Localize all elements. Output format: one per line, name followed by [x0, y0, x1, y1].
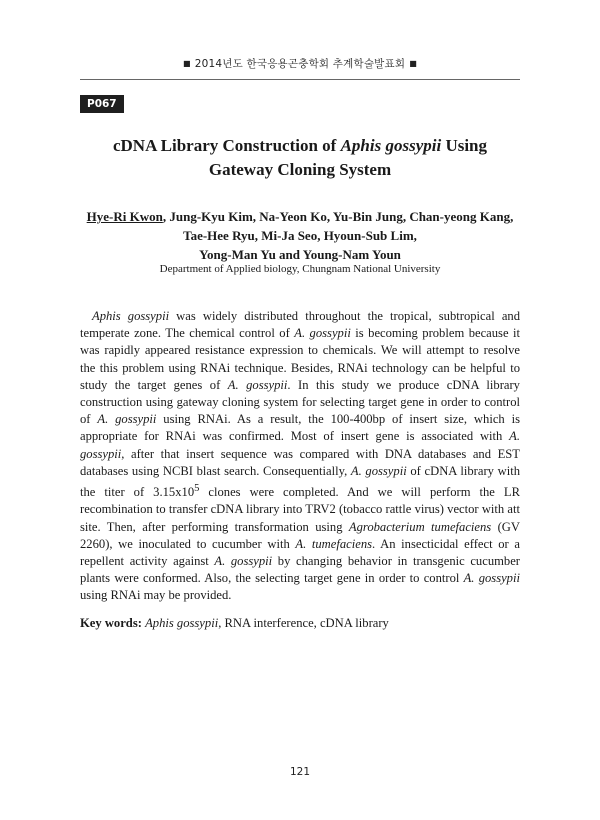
- keywords-label: Key words:: [80, 616, 142, 630]
- header-rule: [80, 79, 520, 80]
- author-line-2: Tae-Hee Ryu, Mi-Ja Seo, Hyoun-Sub Lim,: [183, 228, 417, 243]
- species-name: A. gossypii: [214, 554, 273, 569]
- titer-exponent: 5: [194, 483, 200, 495]
- author-names: , Jung-Kyu Kim, Na-Yeon Ko, Yu-Bin Jung, Chan-yeong Kang,: [162, 209, 514, 224]
- species-name: A. gossypii: [97, 412, 157, 427]
- species-name: A. gossypii: [80, 429, 520, 461]
- abstract-text: was widely distributed throughout the tropical, subtropical and temperate zone. The chemical control of: [80, 309, 521, 341]
- conference-header: [0, 56, 600, 71]
- presenting-author: Hye-Ri Kwon: [86, 209, 163, 224]
- author-line-1: [0, 207, 600, 226]
- keyword-species: Aphis gossypii: [145, 616, 219, 630]
- abstract-text: , after that insert sequence was compared with DNA databases and EST databases using NCBI blast search. Consequentially,: [80, 446, 520, 478]
- species-name: Agrobacterium tumefaciens: [348, 519, 492, 534]
- header-marker-right: ■: [409, 59, 417, 68]
- title-line-2: Gateway Cloning System: [208, 160, 392, 179]
- abstract-text: by changing behavior in transgenic cucumber plants were conformed. Also, the selecting target gene in order to control: [80, 554, 520, 586]
- abstract-text: . An insecticidal effect or a repellent activity against: [80, 536, 520, 569]
- species-name: A. tumefaciens: [295, 536, 373, 551]
- abstract-text: of cDNA library with the titer of 3.15x10: [80, 463, 520, 500]
- conference-name: 2014년도 한국응용곤충학회 추계학술발표회: [194, 58, 406, 70]
- species-name: Aphis gossypii: [92, 309, 170, 323]
- poster-id-badge: P067: [80, 95, 124, 113]
- affiliation: Department of Applied biology, Chungnam National University: [159, 263, 441, 275]
- author-list: [0, 207, 600, 264]
- paper-title: [0, 134, 600, 182]
- keywords: [80, 615, 520, 632]
- species-name: A. gossypii: [294, 326, 351, 341]
- title-line-1: [0, 134, 600, 158]
- keyword-list: , RNA interference, cDNA library: [218, 616, 389, 630]
- header-marker-left: ■: [183, 59, 191, 68]
- page-number: 121: [289, 766, 311, 778]
- abstract-text: using RNAi may be provided.: [80, 588, 232, 603]
- abstract-body: [80, 308, 520, 605]
- title-species: Aphis gossypii: [340, 136, 442, 155]
- abstract-text: clones were completed. And we will perform the LR recombination to transfer cDNA library into TRV2 (tobacco rattle virus) vector with att site. Then, after performing transformation using: [80, 485, 520, 534]
- species-name: A. gossypii: [227, 377, 288, 392]
- abstract-text: using RNAi. As a result, the 100-400bp of insert size, which is appropriate for RNAi was confirmed. Most of insert gene is associated with: [80, 412, 520, 444]
- abstract-text: is becoming problem because it was rapidly appeared resistance expression to chemicals. We will attempt to resolve the this problem using RNAi technique. Besides, RNAi technology can be helpful to study the target genes of: [80, 326, 520, 392]
- species-name: A. gossypii: [350, 463, 407, 478]
- title-text: Using: [441, 136, 488, 155]
- title-text: cDNA Library Construction of: [112, 136, 341, 155]
- abstract-text: . In this study we produce cDNA library construction using gateway cloning system for selecting target gene in order to control of: [80, 377, 520, 427]
- author-line-3: Yong-Man Yu and Young-Nam Youn: [199, 247, 401, 262]
- abstract-text: (GV 2260), we inoculated to cucumber with: [80, 519, 520, 551]
- species-name: A. gossypii: [463, 571, 520, 586]
